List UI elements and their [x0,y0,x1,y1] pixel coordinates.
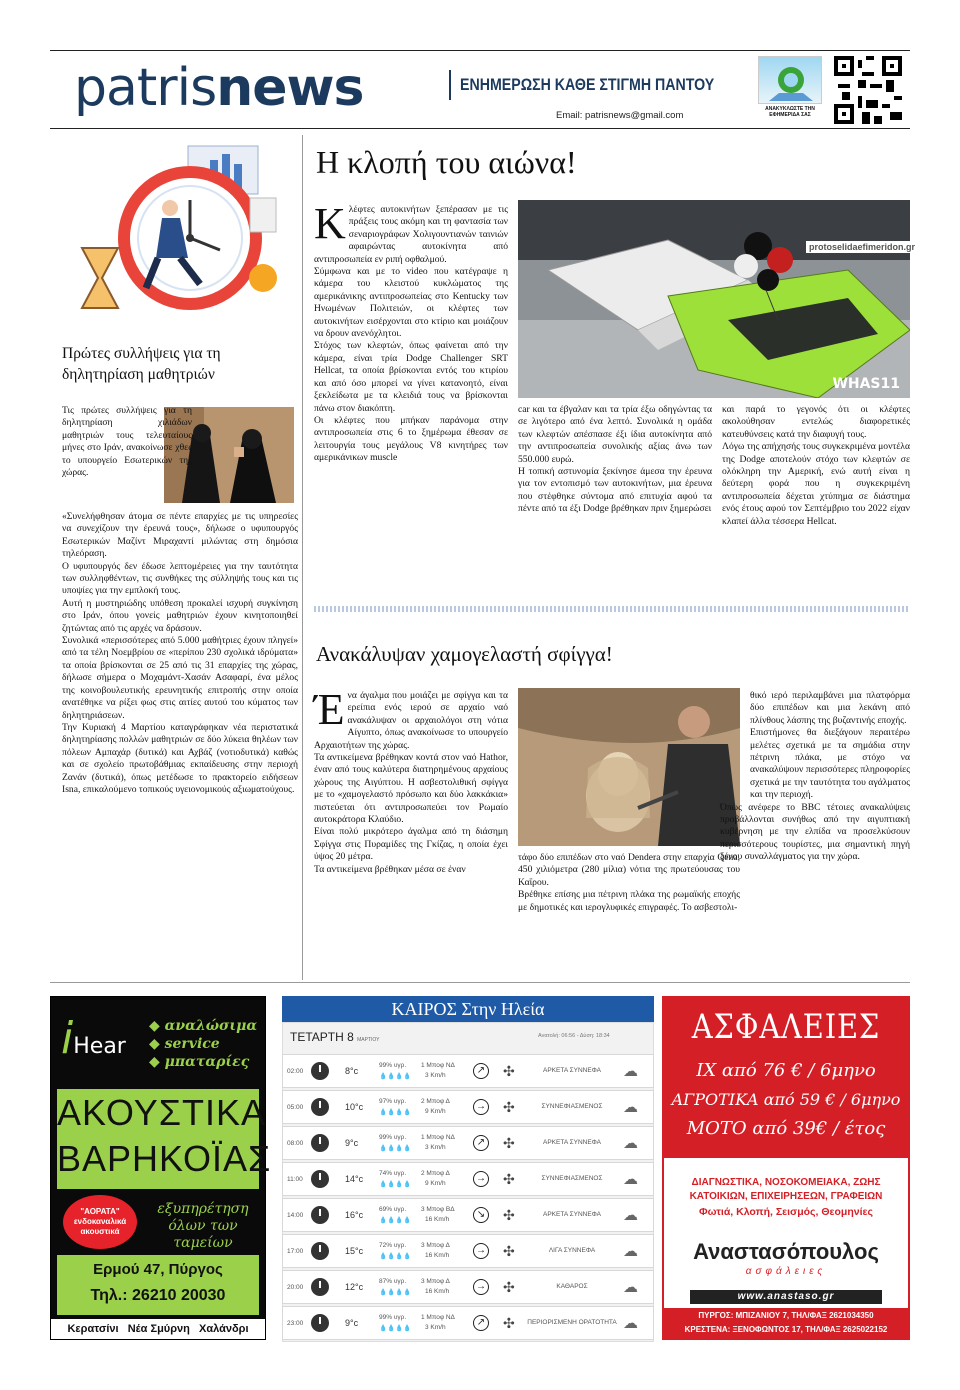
hear-service: service [164,1036,220,1052]
left-article-body [62,405,298,796]
masthead-email: Email: patrisnews@gmail.com [556,110,684,121]
sphinx-article-title: Ανακάλυψαν χαμογελαστή σφίγγα! [316,642,613,666]
hear-phone: Τηλ.: 26210 20030 [90,1287,226,1304]
weather-humidity: 74% υγρ. [379,1170,407,1177]
weather-row [282,1198,654,1232]
recycle-icon [758,56,822,104]
weather-wind: 3 Μποφ ΒΔ [421,1206,455,1213]
clock-icon [311,1062,329,1080]
windmill-icon: ✣ [503,1243,515,1259]
recycle-text: ΑΝΑΚΥΚΛΩΣΤΕ ΤΗΝ ΕΦΗΜΕΡΙΔΑ ΣΑΣ [765,106,815,118]
left-article-paragraph: «Συνελήφθησαν άτομα σε πέντε επαρχίες με τις υπηρεσίες να συνεχίζουν την έρευνά τους», δήλωσε ο υφυπουργός Εσωτερικών Μαζίντ Μιραχαντί μιλώντας στη δημόσια τηλεόραση. [62,511,298,560]
hear-address: Ερμού 47, Πύργος [93,1261,223,1278]
weather-row [282,1306,654,1340]
insurance-header [664,998,908,1158]
weather-humidity: 69% υγρ. [379,1206,407,1213]
main-article-col1 [314,199,508,465]
sphinx-article-col1 [314,685,508,876]
weather-title-bar [282,996,654,1022]
windmill-icon: ✣ [503,1207,515,1223]
sphinx-article-paragraph: Βρέθηκε επίσης μια πέτρινη πλάκα της ρωμαϊκής εποχής με δημοτικές και ιερογλυφικές επιγραφές. Το ασβεστολι- [518,889,740,913]
weather-cloud-icon: ☁ [623,1135,638,1152]
main-article-paragraph: Η τοπική αστυνομία ξεκίνησε άμεσα την έρευνα για τον εντοπισμό των αυτοκινήτων, μια έρευνα που στέφθηκε σύντομα από επιτυχία αφού τα πέντε από τα έξι Dodge βρέθηκαν πριν ξημερώσει [518,466,712,515]
clock-icon [311,1206,329,1224]
weather-month-text: ΜΑΡΤΙΟΥ [357,1037,380,1043]
left-article-intro: Τις πρώτες συλλήψεις για τη δηλητηρίαση χιλιάδων μαθητριών τους τελευταίους μήνες στο Ιράν, ανακοίνωσε χθες το υπουργείο Εσωτερικών της χώρας. [62,405,192,479]
sphinx-article-paragraph: Όπως ανέφερε το BBC τέτοιες ανακαλύψεις προβάλλονται συνήθως από την αιγυπτιακή κυβέρνηση με την ελπίδα να προσελκύσουν περισσότερους τουρίστες, μια σημαντική πηγή ξένου συναλλάγματος για την χώρα. [720,801,910,863]
weather-row [282,1126,654,1160]
weather-wind: 1 Μποφ ΝΔ [421,1134,455,1141]
weather-time: 20:00 [287,1284,304,1291]
logo-bold-text: news [216,58,364,118]
weather-time: 05:00 [287,1104,304,1111]
weather-description: ΣΥΝΝΕΦΙΑΣΜΕΝΟΣ [541,1103,603,1110]
insurance-line: ΑΓΡΟΤΙΚΑ από 59 € / 6μηνο [671,1090,901,1109]
weather-title: ΚΑΙΡΟΣ Στην Ηλεία [391,999,545,1019]
raindrop-icon: 💧💧💧💧 [379,1145,412,1152]
left-article-title: Πρώτες συλλήψεις για τη δηλητηρίαση μαθητριών [62,345,221,383]
wind-direction-icon: ↘ [473,1207,489,1223]
weather-cloud-icon: ☁ [623,1315,638,1332]
main-article-col2 [518,404,712,516]
weather-humidity: 99% υγρ. [379,1314,407,1321]
weather-time: 17:00 [287,1248,304,1255]
hear-title-box [57,1089,272,1189]
weather-humidity: 99% υγρ. [379,1062,407,1069]
hear-slogan: εξυπηρέτηση όλων των ταμείων [157,1201,249,1251]
weather-humidity: 99% υγρ. [379,1134,407,1141]
weather-wind: 2 Μποφ Δ [421,1098,450,1105]
main-article-dropcap: Κ [314,199,346,248]
windmill-icon: ✣ [503,1171,515,1187]
hear-title-line2: ΒΑΡΗΚΟΪΑΣ [57,1138,272,1179]
wind-direction-icon: ↗ [473,1315,489,1331]
insurance-title: ΑΣΦΑΛΕΙΕΣ [691,1007,881,1047]
raindrop-icon: 💧💧💧💧 [379,1253,412,1260]
hear-services: ◆ αναλώσιμα ◆ service ◆ μπαταρίες [149,1018,258,1070]
masthead-tagline: ΕΝΗΜΕΡΩΣΗ ΚΑΘΕ ΣΤΙΓΜΗ ΠΑΝΤΟΥ [460,76,715,94]
weather-time: 23:00 [287,1320,304,1327]
weather-humidity: 97% υγρ. [379,1098,407,1105]
weather-cloud-icon: ☁ [623,1243,638,1260]
sphinx-article-paragraph: Είναι πολύ μικρότερο άγαλμα από τη διάσημη Σφίγγα στις Πυραμίδες της Γκίζας, η οποία έχει ύψος 20 μέτρα. [314,826,508,863]
insurance-line: ΜΟΤΟ από 39€ / έτος [686,1118,886,1139]
weather-description: ΚΑΘΑΡΟΣ [556,1283,588,1290]
tv-station-logo: WHAS11 [832,376,900,392]
main-article-paragraph: Οι κλέφτες που μπήκαν παράνομα στην αντιπροσωπεία στις 6 το ξημέρωμα έθεσαν σε λειτουργία τους μεγάλους V8 κινητήρες των αμερικάνικων muscle [314,414,508,464]
weather-temp: 10°c [345,1102,364,1112]
car-theft-photo [518,200,910,398]
insurance-line: ΙΧ από 76 € / 6μηνο [696,1060,876,1081]
weather-description: ΑΡΚΕΤΑ ΣΥΝΝΕΦΑ [542,1211,602,1218]
weather-wind: 1 Μποφ ΝΔ [421,1062,455,1069]
weather-row [282,1090,654,1124]
weather-wind: 3 Μποφ Δ [421,1242,450,1249]
insurance-ad [662,996,910,1340]
sphinx-article-paragraph: Τα αντικείμενα βρέθηκαν μέσα σε έναν [314,863,466,875]
left-article-paragraph: Συνολικά «περισσότερες από 5.000 μαθήτριες έχουν πληγεί» από τα τέλη Νοεμβρίου σε «περίπου 230 σχολικά ιδρύματα» τα οποία βρίσκονται σε 25 από τις 31 επαρχίες της χώρας, δήλωσε σήμερα ο Μοχαμάντ-Χασάν Ασαφαρί, ένα μέλος της κοινοβουλευτικής ερευνητικής επιτροπής στην οποία ανατέθηκε να ρίξει φως στις αιτίες αυτού του κύματος των δηλητηριάσεων. [62,635,298,721]
weather-time: 02:00 [287,1068,304,1075]
raindrop-icon: 💧💧💧💧 [379,1109,412,1116]
clock-icon [311,1314,329,1332]
weather-wind-speed: 16 Km/h [425,1216,450,1223]
weather-row [282,1234,654,1268]
raindrop-icon: 💧💧💧💧 [379,1217,412,1224]
weather-time: 08:00 [287,1140,304,1147]
main-article-title: Η κλοπή του αιώνα! [316,144,577,180]
main-article-paragraph: Στόχος των κλεφτών, όπως φαίνεται από την κάμερα, είναι τρία Dodge Challenger SRT Hellcat, τα οποία βρίσκονται εντός του κτιρίου και από όσο μπορεί να γίνει κατανοητό, είναι ξεκλείδωτα με τα κλειδιά τους να βρίσκονται πάνω στον διακόπτη. [314,340,508,414]
clock-icon [311,1170,329,1188]
raindrop-icon: 💧💧💧💧 [379,1289,412,1296]
weather-description: ΛΙΓΑ ΣΥΝΝΕΦΑ [548,1247,596,1254]
weather-temp: 9°c [345,1318,359,1328]
left-article-paragraph: Αυτή η μυστηριώδης υπόθεση προκαλεί ισχυρή συγκίνηση στο Ιράν, όπου γονείς μαθητριών έχουν κινητοποιηθεί ζητώντας από τις αρχές να δράσουν. [62,597,298,634]
weather-description: ΑΡΚΕΤΑ ΣΥΝΝΕΦΑ [542,1067,602,1074]
weather-sun-times: Ανατολή: 06:56 - Δύση: 18:34 [538,1033,610,1039]
hear-badge: "ΑΟΡΑΤΑ" ενδοκαναλικά ακουστικά [63,1195,137,1249]
watermark: protoselidaefimeridon.gr [806,241,918,253]
windmill-icon: ✣ [503,1279,515,1295]
insurance-services: ΔΙΑΓΝΩΣΤΙΚΑ, ΝΟΣΟΚΟΜΕΙΑΚΑ, ΖΩΗΣ ΚΑΤΟΙΚΙΩΝ, ΕΠΙΧΕΙΡΗΣΕΩΝ, ΓΡΑΦΕΙΩΝ [689,1177,883,1202]
wind-direction-icon: → [473,1099,489,1115]
left-article-paragraph: Την Κυριακή 4 Μαρτίου καταγράφηκαν νέα περιστατικά δηλητηρίασης πολλών μαθητριών σε δύο λύκεια θηλέων των πόλεων Αμπαχάρ (δυτικά) και Αχβάζ (νοτιοδυτικά) καθώς και σε σχολείο πρωτοβάθμιας εκπαίδευσης στην περιοχή Ζανάν (δυτικά), όπως μετέδωσε το πρακτορείο ειδήσεων Isna, επικαλούμενο τοπικούς υγειονομικούς αξιωματούχους. [62,721,298,795]
weather-description: ΣΥΝΝΕΦΙΑΣΜΕΝΟΣ [541,1175,603,1182]
wind-direction-icon: → [473,1171,489,1187]
weather-wind-speed: 16 Km/h [425,1288,450,1295]
sphinx-article-paragraph: Τα αντικείμενα βρέθηκαν κοντά στον ναό Hathor, έναν από τους καλύτερα διατηρημένους αρχαίους χώρους της Αιγύπτου. Η ασβεστολιθική σφίγγα με το «χαμογελαστό πρόσωπο και δύο λακκάκια» πιστεύεται ότι αντιπροσωπεύει τον Ρωμαίο αυτοκράτορα Κλαύδιο. [314,752,508,826]
weather-humidity: 87% υγρ. [379,1278,407,1285]
weather-cloud-icon: ☁ [623,1063,638,1080]
weather-temp: 12°c [345,1282,364,1292]
sphinx-article-col3 [720,690,910,864]
insurance-brand-sub: ασφάλειες [745,1266,827,1277]
weather-row [282,1054,654,1088]
time-illustration [60,138,290,334]
wind-direction-icon: ↗ [473,1063,489,1079]
main-article-paragraph: Σύμφωνα και με το video που κατέγραψε η κάμερα του κλειστού κυκλώματος της αμερικάνικης αντιπροσωπείας στο Kentucky των Ηνωμένων Πολιτειών, οι κλέφτες των αυτοκινήτων εισέρχονται στο κτίριο και μοιάζουν να δρουν ανενόχλητοι. [314,266,508,340]
weather-wind: 2 Μποφ Δ [421,1170,450,1177]
weather-cloud-icon: ☁ [623,1171,638,1188]
qr-code-icon [834,56,902,124]
main-article-paragraph: λέφτες αυτοκινήτων ξεπέρασαν με τις πράξεις τους ακόμη και τη φαντασία των σεναριογράφων Χολιγουντιανών ταινιών αφαιρώντας αυτοκίνητα από αντιπροσωπεία εν ριπή οφθαλμού. [314,204,508,265]
sphinx-article-paragraph: θικό ιερό περιλαμβάνει μια πλατφόρμα δύο επιπέδων και μια λεκάνη από πλίνθους λάσπης της βυζαντινής εποχής. [750,690,910,726]
wind-direction-icon: ↗ [473,1135,489,1151]
hear-brand: Hear [73,1034,126,1059]
weather-cloud-icon: ☁ [623,1099,638,1116]
raindrop-icon: 💧💧💧💧 [379,1073,412,1080]
left-article-paragraph: Ο υφυπουργός δεν έδωσε λεπτομέρειες για την ταυτότητα των συλληφθέντων, τις συνθήκες της σύλληψής τους και τις υποψίες για την εμπλοκή τους. [62,560,298,597]
weather-wind-speed: 3 Km/h [425,1144,446,1151]
hear-logo: iHear [61,1013,126,1064]
main-article-paragraph: και παρά το γεγονός ότι οι κλέφτες ακολούθησαν εντελώς διαφορετικές κατευθύνσεις κατά την διαφυγή τους. [722,404,910,440]
sphinx-article-col2 [518,852,740,914]
weather-temp: 15°c [345,1246,364,1256]
main-article-col3 [722,404,910,528]
weather-humidity: 72% υγρ. [379,1242,407,1249]
sphinx-photo [518,688,740,846]
hear-service: μπαταρίες [164,1054,250,1070]
weather-wind-speed: 16 Km/h [425,1252,450,1259]
weather-temp: 8°c [345,1066,359,1076]
sphinx-article-paragraph: Επιστήμονες θα διεξάγουν περαιτέρω μελέτες σχετικά με τα σημάδια στην πέτρινη πλάκα, με στόχο να ανακαλύψουν περισσότερες πληροφορίες σχετικά με την ταυτότητα του αγάλματος και την περιοχή. [750,727,910,801]
weather-row [282,1162,654,1196]
weather-day [290,1030,379,1044]
wind-direction-icon: → [473,1279,489,1295]
raindrop-icon: 💧💧💧💧 [379,1181,412,1188]
weather-wind: 3 Μποφ Δ [421,1278,450,1285]
weather-row [282,1270,654,1304]
main-article-paragraph: car και τα έβγαλαν και τα τρία έξω οδηγώντας τα σε λιγότερο από ένα λεπτό. Συνολικά η ομάδα των κλεφτών απέσπασε έξι ίδια αυτοκίνητα από την αντιπροσωπεία συνολικής αξίας άνω των 550.000 ευρώ. [518,404,712,465]
weather-cloud-icon: ☁ [623,1279,638,1296]
insurance-addresses [664,1308,908,1338]
clock-icon [311,1098,329,1116]
sphinx-article-paragraph: τάφο δύο επιπέδων στο ναό Dendera στην επαρχία Qena, 450 χιλιόμετρα (280 μίλια) νότια της πρωτεύουσας του Καΐρου. [518,852,740,888]
section-divider [314,606,910,612]
weather-description: ΑΡΚΕΤΑ ΣΥΝΝΕΦΑ [542,1139,602,1146]
insurance-brand-name: Αναστασόπουλος [693,1239,879,1264]
weather-wind: 1 Μποφ ΝΔ [421,1314,455,1321]
weather-time: 14:00 [287,1212,304,1219]
weather-wind-speed: 9 Km/h [425,1180,446,1187]
weather-temp: 14°c [345,1174,364,1184]
hear-branches: Κερατσίνι Νέα Σμύρνη Χαλάνδρι [51,1319,265,1339]
weather-wind-speed: 9 Km/h [425,1108,446,1115]
windmill-icon: ✣ [503,1315,515,1331]
insurance-brand [682,1238,890,1284]
hearing-aid-ad [50,996,272,1340]
main-article-paragraph: Λόγω της απήχησής τους συγκεκριμένα μοντέλα της Dodge αποτελούν στόχο των κλεφτών σε ολόκληρη την Αμερική, ενώ αυτή είναι η δεύτερη φορά που η συγκεκριμένη αντιπροσωπεία δέχεται χτύπημα σε διάστημα ενός έτους αφού τον Σεπτέμβριο του 2022 είχαν κλαπεί άλλα τέσσερα Hellcat. [722,441,910,527]
weather-temp: 16°c [345,1210,364,1220]
insurance-services-2: Φωτιά, Κλοπή, Σεισμός, Θεομηνίες [699,1206,873,1218]
weather-day-text: ΤΕΤΑΡΤΗ 8 [290,1030,354,1044]
weather-cloud-icon: ☁ [623,1207,638,1224]
weather-time: 11:00 [287,1176,303,1183]
clock-icon [311,1278,329,1296]
logo-light-text: patris [74,58,217,118]
windmill-icon: ✣ [503,1135,515,1151]
insurance-address: ΠΥΡΓΟΣ: ΜΠΙΖΑΝΙΟΥ 7, ΤΗΛ/ΦΑΞ 2621034350 [698,1311,874,1320]
hear-contact-box [57,1255,259,1315]
clock-icon [311,1242,329,1260]
windmill-icon: ✣ [503,1099,515,1115]
weather-wind-speed: 3 Km/h [425,1072,446,1079]
weather-temp: 9°c [345,1138,359,1148]
insurance-website: www.anastaso.gr [690,1290,882,1304]
weather-wind-speed: 3 Km/h [425,1324,446,1331]
hear-title-line1: ΑΚΟΥΣΤΙΚΑ [57,1092,267,1133]
sphinx-article-paragraph: να άγαλμα που μοιάζει με σφίγγα και τα ερείπια ενός ιερού σε αρχαίο ναό ανακάλυψαν οι αρχαιολόγοι στη νότια Αίγυπτο, όπως ανακοίνωσε το υπουργείο Αρχαιοτήτων της χώρας. [314,690,508,751]
weather-description: ΠΕΡΙΟΡΙΣΜΕΝΗ ΟΡΑΤΟΤΗΤΑ [527,1319,617,1326]
sphinx-article-dropcap: Έ [314,685,345,734]
raindrop-icon: 💧💧💧💧 [379,1325,412,1332]
hear-service: αναλώσιμα [164,1018,258,1034]
clock-icon [311,1134,329,1152]
masthead-logo [74,58,363,118]
windmill-icon: ✣ [503,1063,515,1079]
insurance-address: ΚΡΕΣΤΕΝΑ: ΞΕΝΟΦΩΝΤΟΣ 17, ΤΗΛ/ΦΑΞ 2625022152 [684,1325,888,1334]
wind-direction-icon: → [473,1243,489,1259]
